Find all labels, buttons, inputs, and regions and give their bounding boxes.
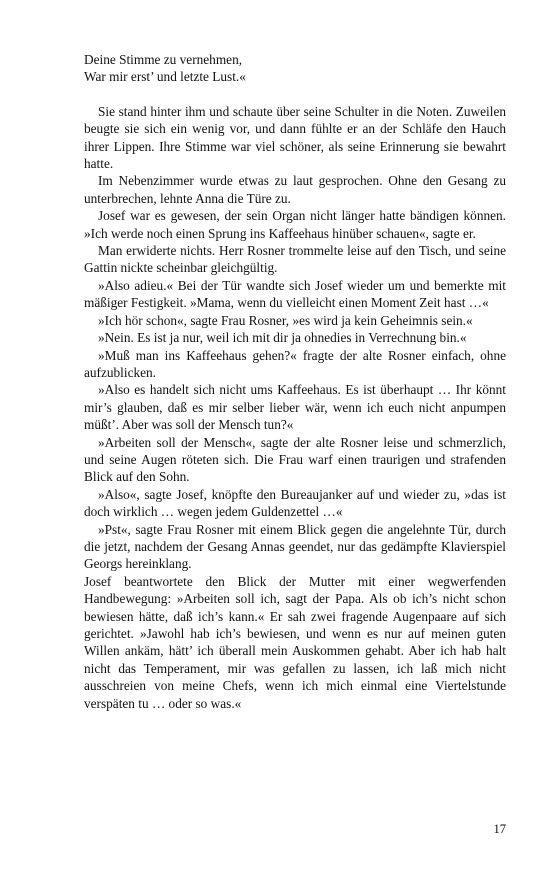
paragraph: Man erwiderte nichts. Herr Rosner trommelte leise auf den Tisch, und seine Gattin nickte scheinbar gleichgültig. [84, 243, 506, 276]
paragraph: Im Nebenzimmer wurde etwas zu laut gesprochen. Ohne den Gesang zu unterbrechen, lehnte Anna die Türe zu. [84, 173, 506, 206]
verse-quote [84, 51, 506, 86]
paragraph: »Nein. Es ist ja nur, weil ich mit dir ja ohnedies in Verrechnung bin.« [98, 330, 467, 346]
paragraph: »Arbeiten soll der Mensch«, sagte der alte Rosner leise und schmerzlich, und seine Augen röteten sich. Die Frau warf einen traurigen und strafenden Blick auf den Sohn. [84, 434, 506, 485]
verse-line: Deine Stimme zu vernehmen, [84, 52, 243, 67]
paragraph: Josef beantwortete den Blick der Mutter mit einer wegwerfenden Handbewegung: »Arbeiten soll ich, sagt der Papa. Als ob ich’s nicht schon bewiesen hätte, daß ich’s kann.« Er sah zwei fragende Augenpaare auf sich gerichtet. »Jawohl hab ich’s bewiesen, und wenn es nur auf meinen guten Willen ankäm, hätt’ ich überall mein Auskommen gehabt. Aber ich hab halt nicht das Temperament, mir was gefallen zu lassen, ich laß mich nicht ausschreien von meine Chefs, wenn ich mich einmal eine Viertelstunde verspäten tu … oder so was.« [84, 573, 506, 711]
paragraph: »Muß man ins Kaffeehaus gehen?« fragte der alte Rosner einfach, ohne aufzublicken. [84, 347, 506, 380]
paragraph: Sie stand hinter ihm und schaute über seine Schulter in die Noten. Zuweilen beugte sie sich ein wenig vor, und dann fühlte er an der Schläfe den Hauch ihrer Lippen. Ihre Stimme war viel schöner, als seine Erinnerung sie bewahrt hatte. [84, 103, 506, 172]
paragraph: »Also adieu.« Bei der Tür wandte sich Josef wieder um und bemerkte mit mäßiger Festigkeit. »Mama, wenn du vielleicht einen Moment Zeit hast …« [84, 277, 506, 311]
paragraph: »Also«, sagte Josef, knöpfte den Bureaujanker auf und wieder zu, »das ist doch wirklich … wegen jedem Guldenzettel …« [84, 486, 506, 520]
paragraph: »Ich hör schon«, sagte Frau Rosner, »es wird ja kein Geheimnis sein.« [98, 312, 473, 328]
paragraph: »Pst«, sagte Frau Rosner mit einem Blick gegen die angelehnte Tür, durch die jetzt, nachdem der Gesang Annas geendet, nur das gedämpfte Klavierspiel Georgs hereinklang. [84, 521, 506, 572]
paragraph: Josef war es gewesen, der sein Organ nicht länger hatte bändigen können. »Ich werde noch einen Sprung ins Kaffeehaus hinüber schauen«, sagte er. [84, 208, 506, 241]
verse-line: War mir erst’ und letzte Lust.« [84, 69, 246, 85]
body-text [84, 51, 506, 712]
paragraph: »Also es handelt sich nicht ums Kaffeehaus. Es ist überhaupt … Ihr könnt mir’s glauben, daß es mir selber lieber wär, wenn ich euch nicht anpumpen müßt’. Aber was soll der Mensch tun?« [84, 382, 506, 433]
page-number: 17 [493, 822, 506, 836]
